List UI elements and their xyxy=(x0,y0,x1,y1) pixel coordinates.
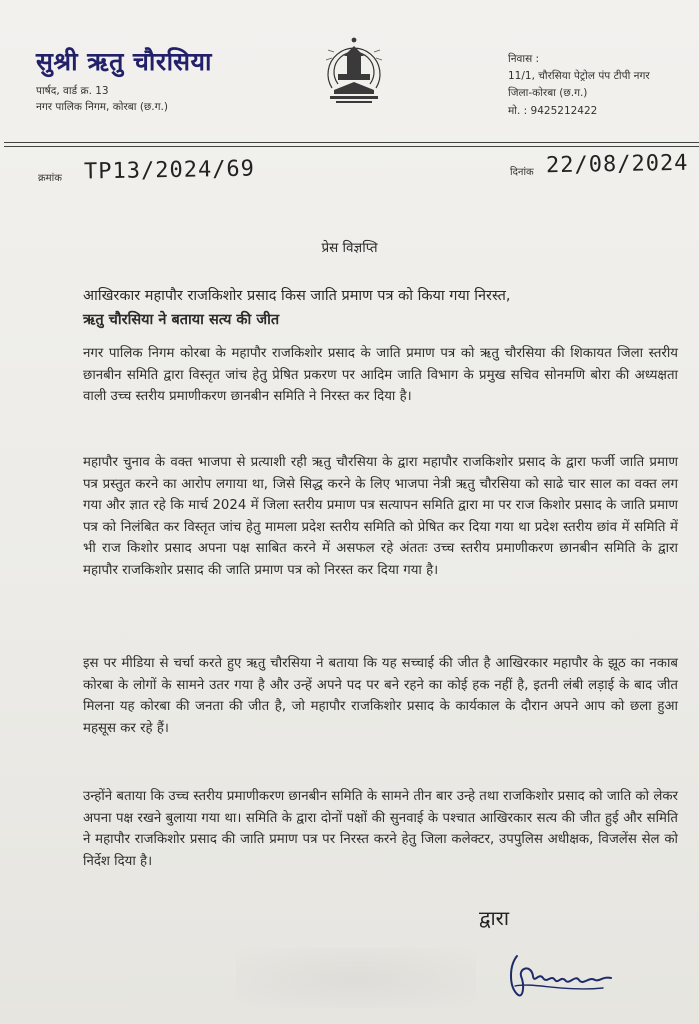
date-value: 22/08/2024 xyxy=(545,150,689,179)
signature-icon xyxy=(503,946,623,1002)
press-heading xyxy=(83,284,673,332)
mobile-number: मो. : 9425212422 xyxy=(508,105,598,117)
sender-organization: नगर पालिक निगम, कोरबा (छ.ग.) xyxy=(36,101,168,113)
paragraph-3: इस पर मीडिया से चर्चा करते हुए ऋतु चौरसिया ने बताया कि यह सच्चाई की जीत है आखिरकार महापौर के झूठ का नकाब कोरबा के लोगों के सामने उतर गया है और उन्हें अपने पद पर बने रहने का कोई हक नहीं है, इतनी लंबी लड़ाई के बाद जीत मिलना यह कोरबा की जनता की जीत है, जो महापौर राजकिशोर प्रसाद के कार्यकाल के दौरान अपने आप को छला हुआ महसूस कर रहे हैं। xyxy=(83,656,678,736)
reference-label: क्रमांक xyxy=(38,173,62,184)
header-divider-secondary xyxy=(4,146,699,147)
document-title: प्रेस विज्ञप्ति xyxy=(321,240,378,256)
paragraph-4: उन्होंने बताया कि उच्च स्तरीय प्रमाणीकरण छानबीन समिति के सामने तीन बार उन्हे तथा राजकिशोर प्रसाद को जाति को लेकर अपना पक्ष रखने बुलाया गया था। समिति के द्वारा दोनों पक्षों की सुनवाई के पश्चात आखिरकार सत्य की जीत हुई और समिति ने महापौर राजकिशोर प्रसाद की जाति प्रमाण पत्र पर निरस्त करने हेतु जिला कलेक्टर, उपपुलिस अधीक्षक, विजलेंस सेल को निर्देश दिया है। xyxy=(83,789,678,869)
heading-line-2: ऋतु चौरसिया ने बताया सत्य की जीत xyxy=(83,312,280,328)
paragraph-1: नगर पालिक निगम कोरबा के महापौर राजकिशोर प्रसाद के जाति प्रमाण पत्र को ऋतु चौरसिया की शिकायत जिला स्तरीय छानबीन समिति द्वारा विस्तृत जांच हेतु प्रेषित प्रकरण पर आदिम जाति विभाग के प्रमुख सचिव सोनमणि बोरा की अध्यक्षता वाली उच्च स्तरीय प्रमाणीकरण छानबीन समिति ने निरस्त कर दिया है। xyxy=(83,346,678,405)
municipal-emblem-icon xyxy=(318,30,390,110)
address-label: निवास : xyxy=(508,53,540,65)
address-line-1: 11/1, चौरसिया पेट्रोल पंप टीपी नगर xyxy=(508,70,650,82)
faint-stamp-mark xyxy=(236,948,476,1008)
address-line-2: जिला-कोरबा (छ.ग.) xyxy=(508,87,588,99)
reference-number: TP13/2024/69 xyxy=(83,156,256,185)
header-divider xyxy=(4,142,699,143)
signature-label: द्वारा xyxy=(479,906,510,930)
sender-name: सुश्री ऋतु चौरसिया xyxy=(36,47,212,76)
paragraph-2: महापौर चुनाव के वक्त भाजपा से प्रत्याशी रही ऋतु चौरसिया के द्वारा महापौर राजकिशोर प्रसाद के द्वारा फर्जी जाति प्रमाण पत्र प्रस्तुत करने का आरोप लगाया था, जिसे सिद्ध करने के लिए भाजपा नेत्री ऋतु चौरसिया को साढे चार साल का वक्त लग गया और ज्ञात रहे कि मार्च 2024 में जिला स्तरीय प्रमाण पत्र सत्यापन समिति द्वारा मा पर राज किशोर प्रसाद के जाति प्रमाण पत्र को निलंबित कर विस्तृत जांच हेतु मामला प्रदेश स्तरीय समिति को प्रेषित कर दिया गया था प्रदेश स्तरीय छांव में समिति में भी राज किशोर प्रसाद अपना पक्ष साबित करने में असफल रहे अंततः उच्च स्तरीय प्रमाणीकरण छानबीन समिति के द्वारा महापौर राजकिशोर प्रसाद की जाति प्रमाण पत्र को निरस्त कर दिया गया है। xyxy=(83,455,678,578)
date-label: दिनांक xyxy=(510,167,534,178)
heading-line-1: आखिरकार महापौर राजकिशोर प्रसाद किस जाति प्रमाण पत्र को किया गया निरस्त, xyxy=(83,288,511,304)
sender-designation: पार्षद, वार्ड क्र. 13 xyxy=(36,85,109,97)
